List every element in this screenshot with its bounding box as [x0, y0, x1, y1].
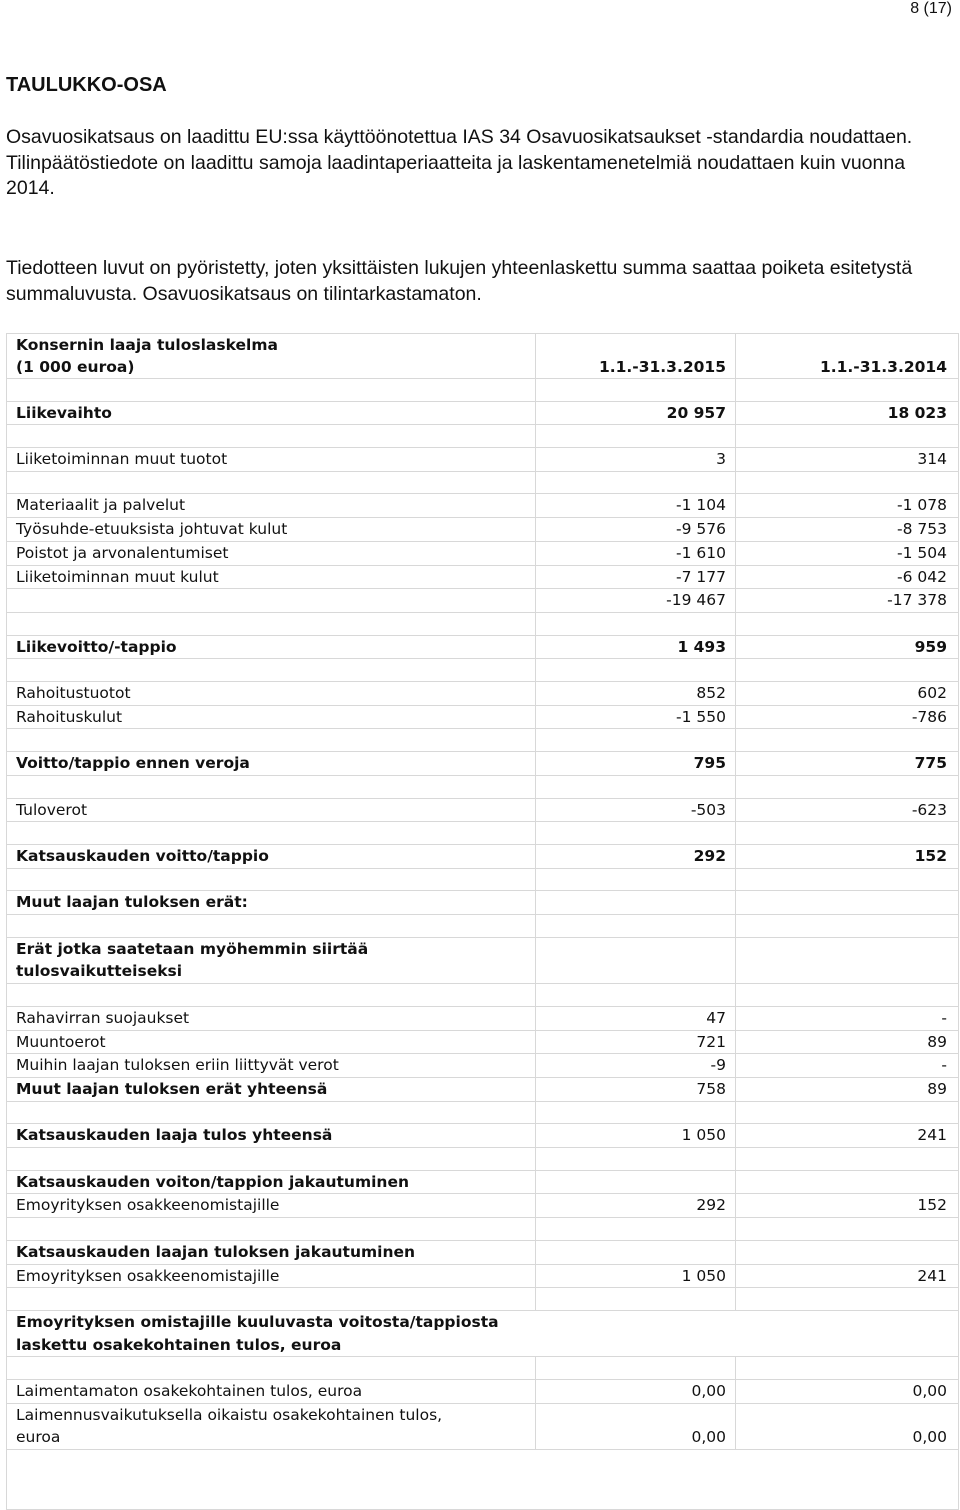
table-unit: (1 000 euroa): [16, 358, 135, 376]
table-row: -19 467 -17 378: [7, 588, 958, 612]
page-number: 8 (17): [910, 0, 952, 17]
table-row: Rahoituskulut -1 550 -786: [7, 705, 958, 729]
table-row: Laimentamaton osakekohtainen tulos, euroa 0,00 0,00: [7, 1379, 958, 1403]
intro-paragraph: Osavuosikatsaus on laadittu EU:ssa käyttöönotettua IAS 34 Osavuosikatsaukset -standardia noudattaen. Tilinpäätöstiedote on laadittu samoja laadintaperiaatteita ja laskentamenetelmiä noudattaen kuin vuonna 2014.: [6, 126, 913, 199]
table-row: Materiaalit ja palvelut -1 104 -1 078: [7, 493, 958, 517]
table-row: Muut laajan tuloksen erät yhteensä 758 89: [7, 1077, 958, 1101]
table-row: Muut laajan tuloksen erät:: [7, 890, 958, 914]
table-row: Rahoitustuotot 852 602: [7, 681, 958, 705]
table-row: Muuntoerot 721 89: [7, 1030, 958, 1054]
table-row: Rahavirran suojaukset 47 -: [7, 1006, 958, 1030]
spacer-row: [7, 658, 958, 681]
table-row: Liikevoitto/-tappio 1 493 959: [7, 635, 958, 659]
spacer-row: [7, 378, 958, 401]
column-header-2014: 1.1.-31.3.2014: [819, 358, 947, 376]
table-row: Emoyrityksen osakkeenomistajille 1 050 241: [7, 1264, 958, 1288]
spacer-row: [7, 983, 958, 1006]
table-row: Muihin laajan tuloksen eriin liittyvät verot -9 -: [7, 1053, 958, 1077]
income-statement-table: [6, 333, 959, 1510]
table-row: Erät jotka saatetaan myöhemmin siirtää tulosvaikutteiseksi: [7, 937, 958, 983]
spacer-row: [7, 914, 958, 937]
spacer-row: [7, 1449, 958, 1509]
table-row: Katsauskauden voiton/tappion jakautuminen: [7, 1170, 958, 1194]
spacer-row: [7, 424, 958, 447]
table-row: Työsuhde-etuuksista johtuvat kulut -9 576 -8 753: [7, 517, 958, 541]
table-title: Konsernin laaja tuloslaskelma: [16, 336, 278, 354]
spacer-row: [7, 471, 958, 494]
table-row: Tuloverot -503 -623: [7, 798, 958, 822]
table-row: Katsauskauden voitto/tappio 292 152: [7, 844, 958, 868]
table-row: Voitto/tappio ennen veroja 795 775: [7, 751, 958, 775]
spacer-row: [7, 1217, 958, 1240]
rounding-note-paragraph: Tiedotteen luvut on pyöristetty, joten yksittäisten lukujen yhteenlaskettu summa saattaa poiketa esitetystä summaluvusta. Osavuosikatsaus on tilintarkastamaton.: [6, 257, 913, 305]
table-row: Liikevaihto 20 957 18 023: [7, 401, 958, 425]
table-row: Emoyrityksen osakkeenomistajille 292 152: [7, 1193, 958, 1217]
table-header: [7, 333, 958, 378]
spacer-row: [7, 728, 958, 751]
spacer-row: [7, 775, 958, 798]
table-row: Emoyrityksen omistajille kuuluvasta voitosta/tappiosta laskettu osakekohtainen tulos, euroa: [7, 1310, 958, 1356]
spacer-row: [7, 1287, 958, 1310]
table-row: Katsauskauden laaja tulos yhteensä 1 050 241: [7, 1123, 958, 1147]
table-row: Katsauskauden laajan tuloksen jakautuminen: [7, 1240, 958, 1264]
spacer-row: [7, 1101, 958, 1124]
spacer-row: [7, 612, 958, 635]
section-title: TAULUKKO-OSA: [6, 74, 167, 96]
spacer-row: [7, 1356, 958, 1379]
table-row: Poistot ja arvonalentumiset -1 610 -1 504: [7, 541, 958, 565]
column-header-2015: 1.1.-31.3.2015: [536, 334, 736, 378]
table-row: Liiketoiminnan muut kulut -7 177 -6 042: [7, 565, 958, 589]
spacer-row: [7, 821, 958, 844]
table-row: Liiketoiminnan muut tuotot 3 314: [7, 447, 958, 471]
spacer-row: [7, 1147, 958, 1170]
spacer-row: [7, 868, 958, 891]
table-row: Laimennusvaikutuksella oikaistu osakekohtainen tulos, euroa 0,00 0,00: [7, 1403, 958, 1449]
